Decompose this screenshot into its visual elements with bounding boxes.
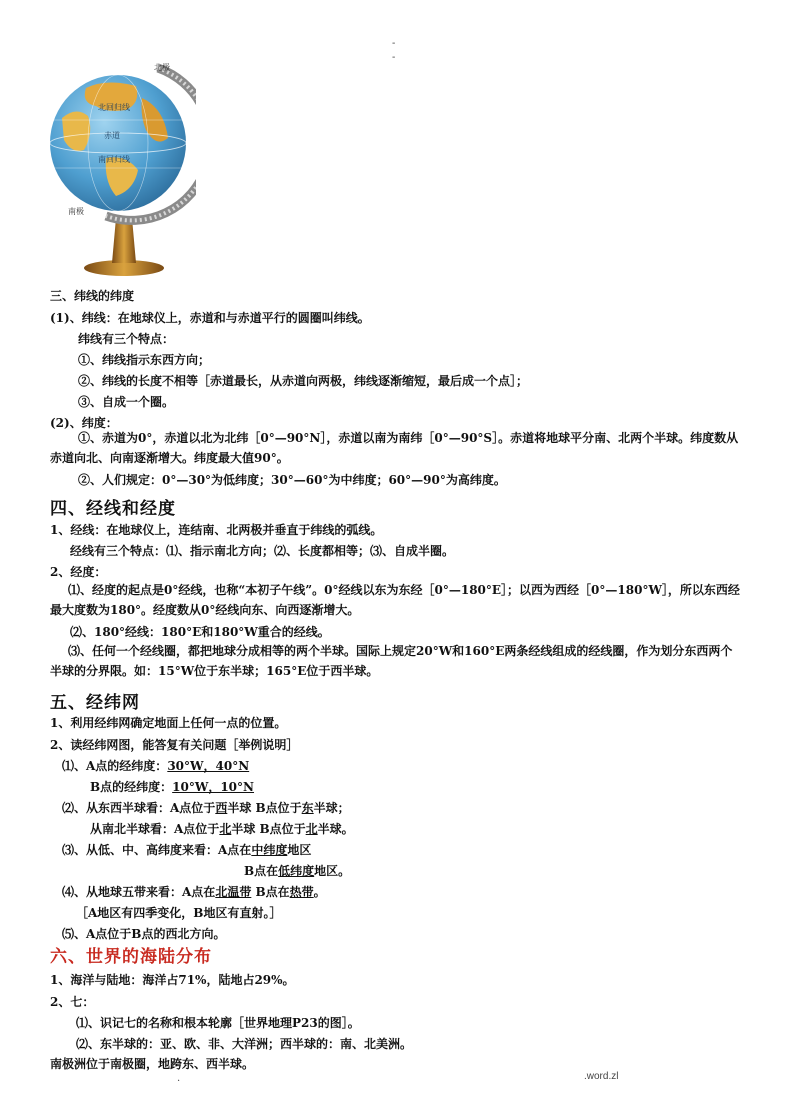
- s5-q2b-mid: 半球 B点位于: [231, 822, 306, 836]
- s5-p1: 1、利用经纬网确定地面上任何一点的位置。: [50, 716, 287, 730]
- s3-p3: ①、纬线指示东西方向；: [78, 353, 211, 367]
- globe-north-label: 北极: [154, 63, 170, 72]
- s3-p5: ③、自成一个圈。: [78, 395, 175, 409]
- s5-q3a: [62, 842, 311, 858]
- s5-q2b-answer1: 北: [219, 822, 232, 836]
- s5-q1a: [62, 758, 249, 774]
- s5-q1a-value: 30°W，40°N: [167, 759, 250, 773]
- s5-q4-answer2: 热带: [289, 885, 314, 899]
- s5-q4-note: ［A地区有四季变化，B地区有直射。］: [76, 906, 282, 920]
- s3-p1: (1)、纬线：在地球仪上，赤道和与赤道平行的圆圈叫纬线。: [50, 311, 370, 325]
- s5-q3b-post: 地区。: [314, 864, 351, 878]
- s5-q1b-value: 10°W，10°N: [172, 780, 255, 794]
- s4-p3: 2、经度：: [50, 565, 107, 579]
- s5-q3a-answer: 中纬度: [251, 843, 288, 857]
- s5-q3b: [244, 863, 350, 879]
- globe-tropic-n-label: 北回归线: [98, 103, 130, 112]
- s4-p4: ⑴、经度的起点是0°经线，也称“本初子午线”。0°经线以东为东经［0°—180°E］；以西为西经［0°—180°W］，所以东西经最大度数为180°。经度数从0°经线向东、向西逐渐增大。: [50, 583, 740, 617]
- s5-q2a-mid: 半球 B点位于: [227, 801, 302, 815]
- s5-q3a-pre: ⑶、从低、中、高纬度来看：A点在: [62, 843, 252, 857]
- s6-p2: 2、七：: [50, 995, 95, 1009]
- header-mark: -: [392, 52, 396, 63]
- s3-p6: (2)、纬度：: [50, 416, 118, 430]
- section3-title: 三、纬线的纬度: [50, 289, 135, 303]
- s5-q3a-post: 地区: [287, 843, 312, 857]
- s4-p6: ⑶、任何一个经线圈，都把地球分成相等的两个半球。国际上规定20°W和160°E两条经线组成的经线圈，作为划分东西两个半球的分界限。如：15°W位于东半球；165°E位于西半球。: [50, 644, 733, 678]
- s5-q1b: [90, 779, 254, 795]
- s5-q4: [62, 884, 326, 900]
- globe-equator-label: 赤道: [104, 131, 120, 140]
- s5-q2a-answer2: 东: [301, 801, 314, 815]
- s5-q5: ⑸、A点位于B点的西北方向。: [62, 927, 226, 941]
- section4-title: 四、经线和经度: [50, 499, 176, 519]
- s4-p1: 1、经线：在地球仪上，连结南、北两极并垂直于纬线的弧线。: [50, 523, 383, 537]
- s5-q2a: [62, 800, 350, 816]
- s5-q3b-pre: B点在: [244, 864, 279, 878]
- s5-q4-answer1: 北温带: [215, 885, 252, 899]
- s3-p8: ②、人们规定：0°—30°为低纬度；30°—60°为中纬度；60°—90°为高纬度。: [78, 473, 506, 487]
- s3-p7: ①、赤道为0°，赤道以北为北纬［0°—90°N］，赤道以南为南纬［0°—90°S］。赤道将地球平分南、北两个半球。纬度数从赤道向北、向南逐渐增大。纬度最大值90°。: [50, 431, 739, 465]
- footer-text: .word.zl: [584, 1071, 619, 1082]
- s6-p4: ⑵、东半球的：亚、欧、非、大洋洲；西半球的：南、北美洲。: [76, 1037, 413, 1051]
- s6-p3: ⑴、识记七的名称和根本轮廓［世界地理P23的图］。: [76, 1016, 360, 1030]
- globe-tropic-s-label: 南回归线: [98, 155, 130, 164]
- s4-p5: ⑵、180°经线：180°E和180°W重合的经线。: [70, 625, 330, 639]
- s3-p4: ②、纬线的长度不相等［赤道最长，从赤道向两极，纬线逐渐缩短，最后成一个点］；: [78, 374, 529, 388]
- s5-p2: 2、读经纬网图，能答复有关问题［举例说明］: [50, 738, 299, 752]
- globe-illustration: [46, 58, 196, 278]
- s5-q1a-label: ⑴、A点的经纬度：: [62, 759, 168, 773]
- s5-q4-post: 。: [313, 885, 326, 899]
- header-mark: -: [392, 38, 396, 49]
- s5-q4-mid: B点在: [251, 885, 290, 899]
- s5-q3b-answer: 低纬度: [278, 864, 315, 878]
- s5-q2a-pre: ⑵、从东西半球看：A点位于: [62, 801, 216, 815]
- globe-south-label: 南极: [68, 207, 84, 216]
- globe-icon: [46, 58, 196, 278]
- s6-p1: 1、海洋与陆地：海洋占71%，陆地占29%。: [50, 973, 295, 987]
- s4-p2: 经线有三个特点：⑴、指示南北方向；⑵、长度都相等；⑶、自成半圈。: [70, 544, 455, 558]
- section6-title: 六、世界的海陆分布: [50, 947, 212, 967]
- section5-title: 五、经纬网: [50, 693, 140, 713]
- s5-q2b-answer2: 北: [305, 822, 318, 836]
- footer-dot: .: [177, 1073, 181, 1084]
- s5-q2a-post: 半球；: [313, 801, 350, 815]
- s3-p2: 纬线有三个特点：: [78, 332, 175, 346]
- s5-q2a-answer1: 西: [215, 801, 228, 815]
- s5-q4-pre: ⑷、从地球五带来看：A点在: [62, 885, 216, 899]
- s5-q2b: [90, 821, 354, 837]
- s5-q2b-post: 半球。: [317, 822, 354, 836]
- s6-p5: 南极洲位于南极圈，地跨东、西半球。: [50, 1057, 255, 1071]
- s5-q1b-label: B点的经纬度：: [90, 780, 173, 794]
- s5-q2b-pre: 从南北半球看：A点位于: [90, 822, 220, 836]
